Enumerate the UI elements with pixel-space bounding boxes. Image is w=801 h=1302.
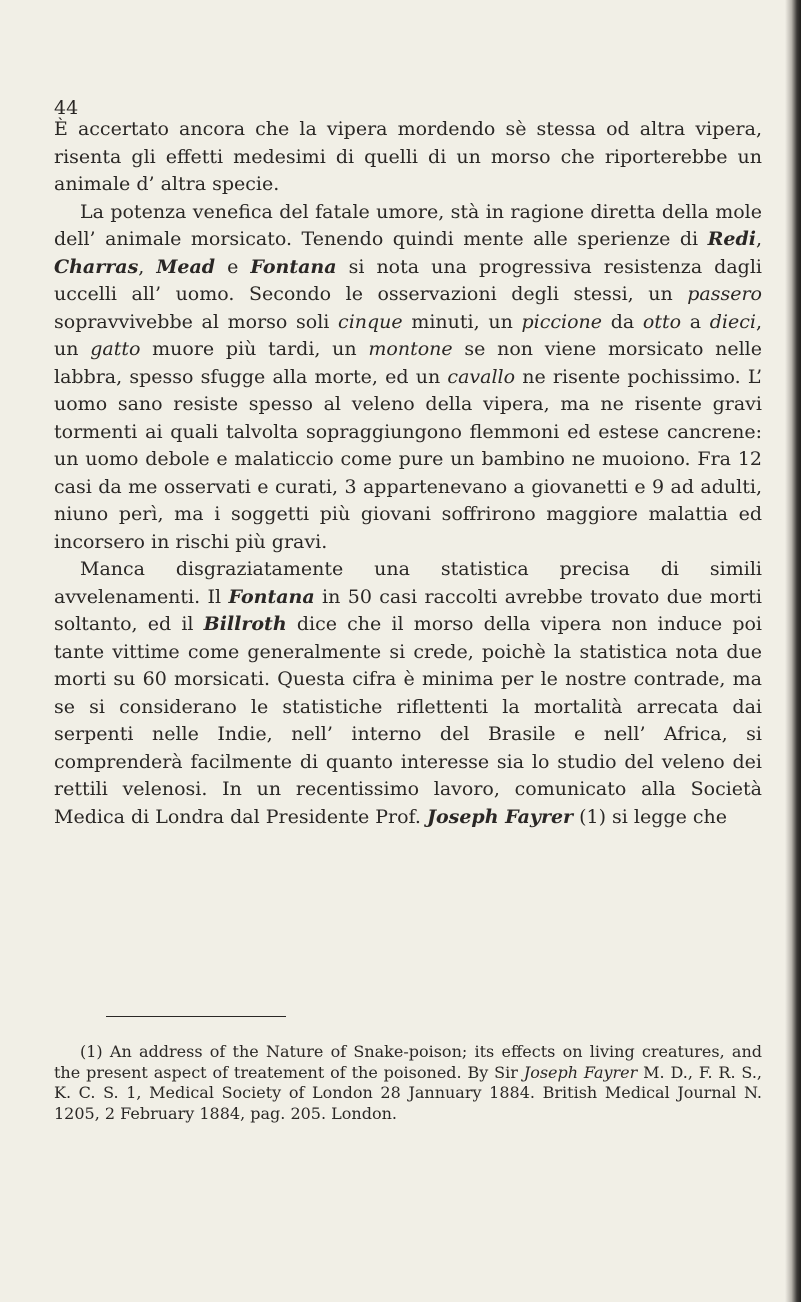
italic-term: dieci — [709, 310, 756, 333]
text-run: , — [755, 228, 762, 250]
text-run: È accertato ancora che la vipera mordendo sè stessa od altra vipera, risenta gli effetti medesimi di quelli di un morso che riporterebbe un animale d’ altra specie. — [54, 118, 762, 195]
emphasized-name: Joseph Fayrer — [426, 805, 574, 828]
italic-term: otto — [642, 310, 682, 333]
emphasized-name: Charras — [54, 255, 139, 278]
paragraph — [54, 556, 762, 831]
text-run: ne risente pochissimo. L’ uomo sano resiste spesso al veleno della vipera, ma ne risente gravi tormenti ai quali talvolta sopraggiungono flemmoni ed estese cancrene: un uomo debole e malaticcio come pure un bambino ne muoiono. Fra 12 casi da me osservati e curati, 3 appartenevano a giovanetti e 9 ad adulti, niuno perì, ma i soggetti più giovani soffrirono maggiore malattia ed incorsero in rischi più gravi. — [54, 365, 762, 553]
emphasized-name: Fontana — [228, 585, 315, 608]
text-run: dice che il morso della vipera non induce poi tante vittime come generalmente si crede, poichè la statistica nota due morti su 60 morsicati. Questa cifra è minima per le nostre contrade, ma se si considerano le statistiche riflettenti la mortalità arrecata dai serpenti nelle Indie, nell’ interno del Brasile e nell’ Africa, si comprenderà facilmente di quanto interesse sia lo studio del veleno dei rettili velenosi. In un recentissimo lavoro, comunicato alla Società Medica di Londra dal Presidente Prof. — [54, 613, 763, 828]
text-run: se non viene morsicato nelle labbra, spesso sfugge alla morte, ed un — [54, 338, 763, 388]
text-run: si nota una progressiva resistenza dagli uccelli all’ uomo. Secondo le osservazioni degli stessi, un — [54, 255, 762, 305]
text-run: , un — [54, 310, 762, 360]
text-run: muore più tardi, un — [140, 338, 369, 360]
italic-term: passero — [687, 283, 762, 305]
italic-term: cinque — [338, 310, 403, 333]
text-run: La potenza venefica del fatale umore, stà in ragione diretta della mole dell’ animale morsicato. Tenendo quindi mente alle sperienze di — [54, 200, 762, 250]
italic-term: montone — [368, 338, 453, 360]
text-run: in 50 casi raccolti avrebbe trovato due morti soltanto, ed il — [54, 585, 763, 635]
book-spine-shadow — [785, 0, 801, 1302]
italic-term: cavallo — [447, 365, 516, 388]
italic-term: piccione — [521, 310, 603, 333]
italic-term: Joseph Fayrer — [523, 1062, 638, 1082]
body-text — [54, 116, 762, 831]
page-number: 44 — [54, 97, 79, 119]
text-run: , — [138, 255, 157, 278]
italic-term: gatto — [90, 338, 141, 360]
text-run: Manca disgraziatamente una statistica precisa di simili avvelenamenti. Il — [54, 558, 762, 608]
paragraph — [54, 116, 762, 199]
emphasized-name: Fontana — [250, 255, 337, 278]
emphasized-name: Mead — [156, 255, 216, 278]
text-run: minuti, un — [402, 310, 522, 333]
emphasized-name: Redi — [707, 228, 756, 250]
paragraph — [54, 199, 762, 557]
footnote-separator — [106, 1016, 286, 1017]
text-run: (1) An address of the Nature of Snake-poison; its effects on living creatures, and the present aspect of treatement of the poisoned. By Sir — [54, 1042, 762, 1082]
text-run: a — [681, 310, 710, 333]
footnote — [54, 1042, 762, 1124]
text-run: (1) si legge che — [573, 805, 727, 828]
text-run: M. D., F. R. S., K. C. S. 1, Medical Society of London 28 Jannuary 1884. British Medical Journal N. 1205, 2 February 1884, pag. 205. London. — [54, 1062, 762, 1123]
text-run: da — [602, 310, 643, 333]
text-run: e — [215, 255, 251, 278]
emphasized-name: Billroth — [203, 613, 287, 635]
text-run: sopravvivebbe al morso soli — [54, 310, 339, 333]
